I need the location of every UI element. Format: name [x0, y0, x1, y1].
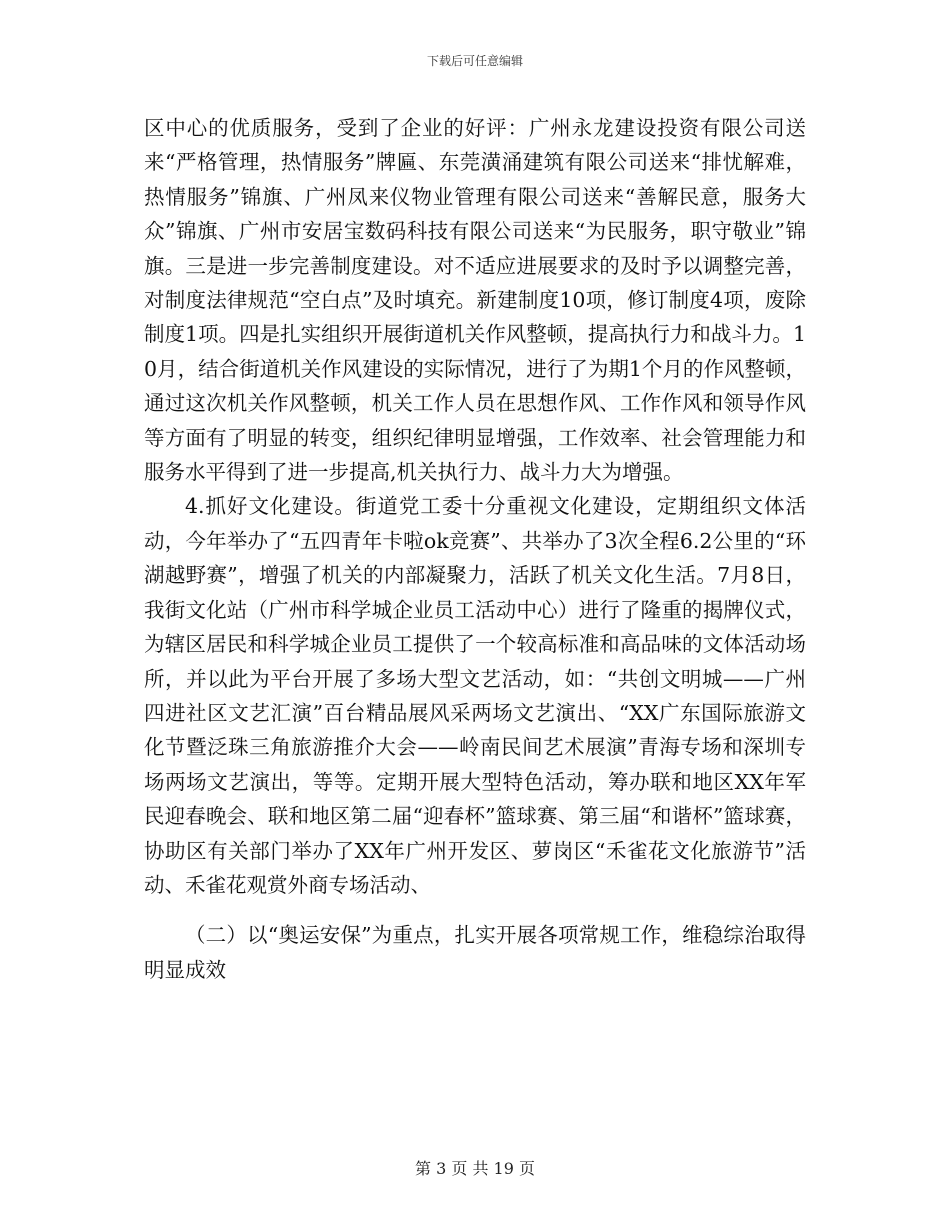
body-paragraph-2: 4.抓好文化建设。街道党工委十分重视文化建设，定期组织文体活动，今年举办了“五四青年卡啦ok竞赛”、共举办了3次全程6.2公里的“环湖越野赛”，增强了机关的内部凝聚力，活跃了机关文化生活。7月8日，我街文化站（广州市科学城企业员工活动中心）进行了隆重的揭牌仪式，为辖区居民和科学城企业员工提供了一个较高标准和高品味的文体活动场所，并以此为平台开展了多场大型文艺活动，如：“共创文明城——广州四进社区文艺汇演”百台精品展风采两场文艺演出、“XX广东国际旅游文化节暨泛珠三角旅游推介大会——岭南民间艺术展演”青海专场和深圳专场两场文艺演出，等等。定期开展大型特色活动，筹办联和地区XX年军民迎春晚会、联和地区第二届“迎春杯”篮球赛、第三届“和谐杯”篮球赛，协助区有关部门举办了XX年广州开发区、萝岗区“禾雀花文化旅游节”活动、禾雀花观赏外商专场活动、: [144, 494, 806, 897]
section-heading-paragraph: （二）以“奥运安保”为重点，扎实开展各项常规工作，维稳综治取得明显成效: [144, 923, 806, 982]
document-body: [144, 111, 806, 987]
body-paragraph-1: 区中心的优质服务，受到了企业的好评：广州永龙建设投资有限公司送来“严格管理，热情服务”牌匾、东莞潢涌建筑有限公司送来“排忧解难，热情服务”锦旗、广州凤来仪物业管理有限公司送来“善解民意，服务大众”锦旗、广州市安居宝数码科技有限公司送来“为民服务，职守敬业”锦旗。三是进一步完善制度建设。对不适应进展要求的及时予以调整完善，对制度法律规范“空白点”及时填充。新建制度10项，修订制度4项，废除制度1项。四是扎实组织开展街道机关作风整顿，提高执行力和战斗力。10月，结合街道机关作风建设的实际情况，进行了为期1个月的作风整顿，通过这次机关作风整顿，机关工作人员在思想作风、工作作风和领导作风等方面有了明显的转变，组织纪律明显增强，工作效率、社会管理能力和服务水平得到了进一步提高,机关执行力、战斗力大为增强。: [144, 116, 806, 485]
page-header: 下载后可任意编辑: [426, 54, 523, 68]
page-footer: 第 3 页 共 19 页: [415, 1159, 535, 1178]
